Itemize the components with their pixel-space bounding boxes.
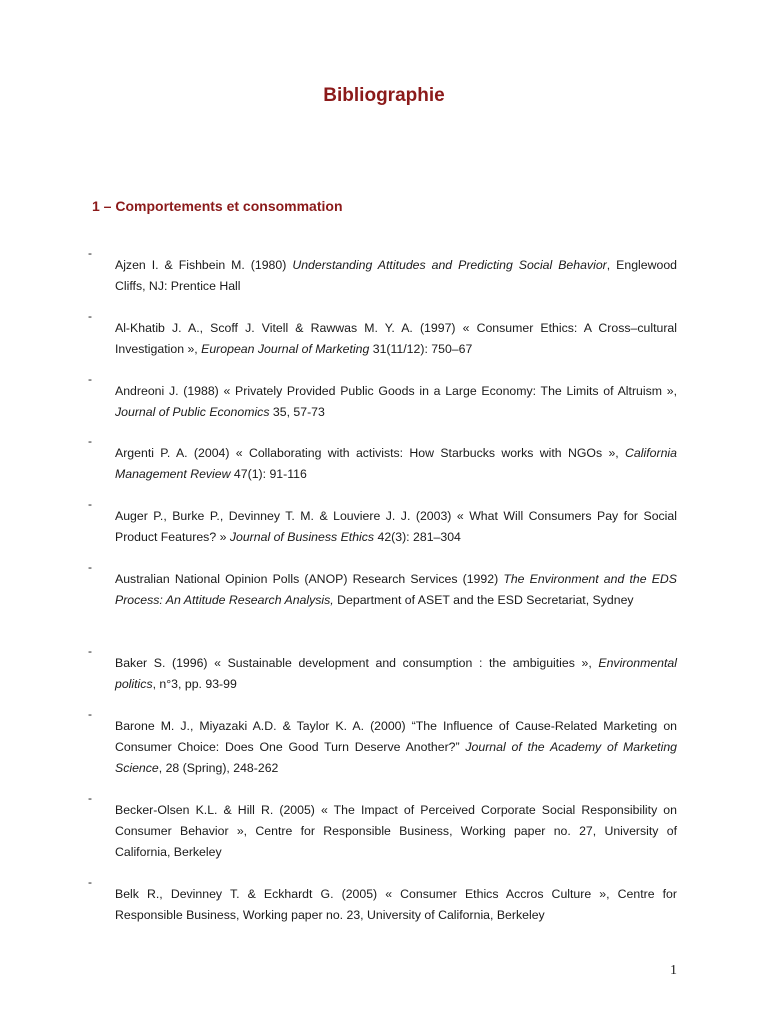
reference-work: The Environment and the EDS Process: An Attitude Research Analysis, xyxy=(115,572,677,608)
list-bullet: - xyxy=(88,560,92,574)
reference-text xyxy=(115,884,677,926)
reference-authors: Andreoni J. (1988) « Privately Provided Public Goods in a Large Economy: The Limits of Altruism », xyxy=(115,384,677,399)
page-title: Bibliographie xyxy=(323,85,445,106)
reference-text xyxy=(115,318,677,360)
reference-authors: Australian National Opinion Polls (ANOP) Research Services (1992) xyxy=(115,572,504,587)
reference-text xyxy=(115,653,677,695)
reference-authors: Becker-Olsen K.L. & Hill R. (2005) « The Impact of Perceived Corporate Social Responsibility on Consumer Behavior », Centre for Responsible Business, Working paper no. 27, University of California, Berkeley xyxy=(115,803,677,860)
reference-text xyxy=(115,800,677,863)
list-bullet: - xyxy=(88,791,92,805)
reference-text xyxy=(115,716,677,779)
reference-authors: Argenti P. A. (2004) « Collaborating with activists: How Starbucks works with NGOs », xyxy=(115,446,626,461)
reference-authors: Baker S. (1996) « Sustainable development and consumption : the ambiguities », xyxy=(115,656,599,671)
section-heading: 1 – Comportements et consommation xyxy=(92,198,343,214)
reference-details: 47(1): 91-116 xyxy=(230,467,307,482)
page-number: 1 xyxy=(670,963,677,978)
reference-details: 42(3): 281–304 xyxy=(374,530,461,545)
list-bullet: - xyxy=(88,246,92,260)
list-bullet: - xyxy=(88,497,92,511)
reference-details: 31(11/12): 750–67 xyxy=(369,342,473,357)
list-bullet: - xyxy=(88,644,92,658)
reference-authors: Barone M. J., Miyazaki A.D. & Taylor K. A. (2000) “The Influence of Cause-Related Marketing on Consumer Choice: Does One Good Turn Deserve Another?” xyxy=(115,719,677,755)
reference-details: , Englewood Cliffs, NJ: Prentice Hall xyxy=(115,258,678,294)
reference-authors: Al-Khatib J. A., Scoff J. Vitell & Rawwas M. Y. A. (1997) « Consumer Ethics: A Cross–cultural Investigation », xyxy=(115,321,677,357)
reference-work: Journal of the Academy of Marketing Science xyxy=(115,740,678,776)
reference-text xyxy=(115,255,677,297)
reference-text xyxy=(115,381,677,423)
reference-work: Journal of Public Economics xyxy=(115,405,270,420)
list-bullet: - xyxy=(88,875,92,889)
reference-details: , n°3, pp. 93-99 xyxy=(152,677,237,692)
list-bullet: - xyxy=(88,434,92,448)
reference-text xyxy=(115,506,677,548)
reference-work: California Management Review xyxy=(115,446,677,482)
list-bullet: - xyxy=(88,372,92,386)
reference-work: Journal of Business Ethics xyxy=(229,530,375,545)
reference-authors: Ajzen I. & Fishbein M. (1980) xyxy=(115,258,293,273)
reference-details: Department of ASET and the ESD Secretariat, Sydney xyxy=(333,593,634,608)
reference-text xyxy=(115,443,677,485)
reference-text xyxy=(115,569,677,611)
reference-work: Understanding Attitudes and Predicting Social Behavior xyxy=(292,258,607,273)
reference-details: , 28 (Spring), 248-262 xyxy=(158,761,279,776)
list-bullet: - xyxy=(88,309,92,323)
list-bullet: - xyxy=(88,707,92,721)
reference-authors: Belk R., Devinney T. & Eckhardt G. (2005) « Consumer Ethics Accros Culture », Centre for Responsible Business, Working paper no. 23, University of California, Berkeley xyxy=(115,887,677,923)
reference-work: European Journal of Marketing xyxy=(201,342,370,357)
reference-authors: Auger P., Burke P., Devinney T. M. & Louviere J. J. (2003) « What Will Consumers Pay for Social Product Features? » xyxy=(115,509,677,545)
reference-work: Environmental politics xyxy=(115,656,677,692)
reference-details: 35, 57-73 xyxy=(269,405,325,420)
